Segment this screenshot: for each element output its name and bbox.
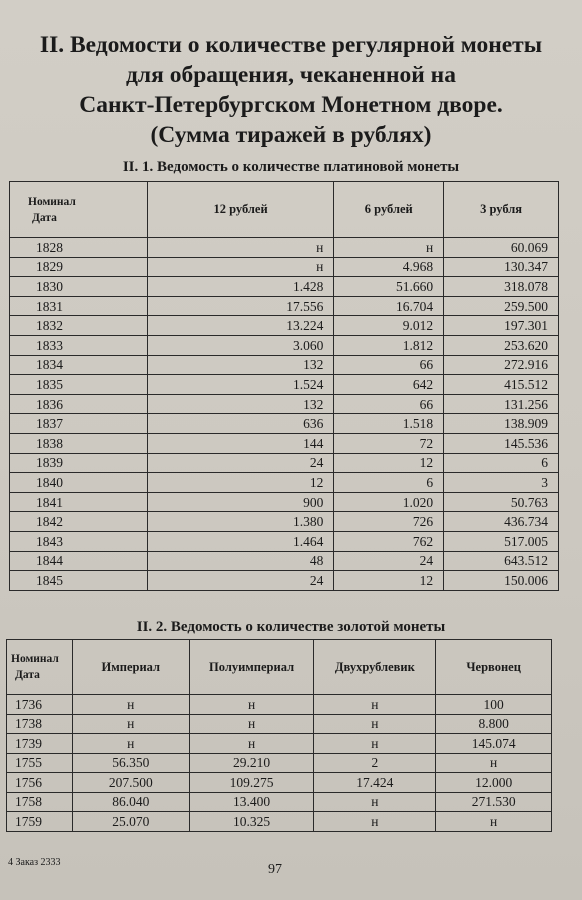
row-value-cell: н	[314, 695, 436, 715]
row-date-cell: 1838	[10, 433, 148, 453]
row-value-cell: 48	[147, 551, 334, 571]
row-value-cell: 3.060	[147, 335, 334, 355]
table-row	[10, 238, 559, 258]
header-imperial: Империал	[72, 640, 189, 695]
gold-table-body	[7, 695, 552, 832]
platinum-table	[9, 181, 559, 591]
table-row	[10, 257, 559, 277]
row-value-cell: 56.350	[72, 753, 189, 773]
table-row	[10, 531, 559, 551]
row-value-cell: н	[72, 695, 189, 715]
row-value-cell: 1.380	[147, 512, 334, 532]
row-value-cell: 100	[436, 695, 552, 715]
table-row	[10, 473, 559, 493]
row-value-cell: 1.812	[334, 335, 444, 355]
row-date-cell: 1836	[10, 394, 148, 414]
row-value-cell: 130.347	[444, 257, 559, 277]
table-header-row	[10, 182, 559, 238]
row-value-cell: 642	[334, 375, 444, 395]
header-half-imperial: Полуимпериал	[189, 640, 314, 695]
row-date-cell: 1841	[10, 492, 148, 512]
row-value-cell: 12	[334, 453, 444, 473]
header-date: Дата	[15, 669, 40, 681]
title-line: (Сумма тиражей в рублях)	[150, 122, 432, 148]
row-value-cell: 318.078	[444, 277, 559, 297]
row-value-cell: 9.012	[334, 316, 444, 336]
table-row	[10, 296, 559, 316]
row-date-cell: 1758	[7, 792, 73, 812]
table-row	[10, 394, 559, 414]
table-row	[10, 551, 559, 571]
row-date-cell: 1839	[10, 453, 148, 473]
row-date-cell: 1837	[10, 414, 148, 434]
table-row	[10, 335, 559, 355]
table-row	[10, 571, 559, 591]
row-value-cell: н	[334, 238, 444, 258]
table-row	[10, 492, 559, 512]
row-value-cell: 197.301	[444, 316, 559, 336]
row-date-cell: 1833	[10, 335, 148, 355]
row-value-cell: 1.428	[147, 277, 334, 297]
header-nominal: Номинал	[11, 653, 59, 665]
row-date-cell: 1755	[7, 753, 73, 773]
row-value-cell: н	[189, 734, 314, 754]
row-value-cell: 726	[334, 512, 444, 532]
row-value-cell: н	[436, 812, 552, 832]
row-date-cell: 1736	[7, 695, 73, 715]
table-row	[10, 453, 559, 473]
table-row	[7, 714, 552, 734]
row-value-cell: 16.704	[334, 296, 444, 316]
row-value-cell: 1.524	[147, 375, 334, 395]
platinum-subtitle: II. 1. Ведомость о количестве платиновой монеты	[122, 159, 460, 175]
row-value-cell: 66	[334, 355, 444, 375]
header-chervonets: Червонец	[436, 640, 552, 695]
row-value-cell: 10.325	[189, 812, 314, 832]
row-value-cell: 207.500	[72, 773, 189, 793]
row-date-cell: 1828	[10, 238, 148, 258]
row-value-cell: н	[147, 257, 334, 277]
row-value-cell: 1.518	[334, 414, 444, 434]
header-two-ruble: Двухрублевик	[314, 640, 436, 695]
row-value-cell: н	[72, 714, 189, 734]
row-date-cell: 1756	[7, 773, 73, 793]
row-value-cell: 132	[147, 355, 334, 375]
header-nominal-date	[7, 640, 73, 695]
row-value-cell: 517.005	[444, 531, 559, 551]
row-value-cell: 150.006	[444, 571, 559, 591]
row-value-cell: н	[189, 714, 314, 734]
row-value-cell: н	[72, 734, 189, 754]
header-date: Дата	[32, 211, 57, 224]
header-6-rub: 6 рублей	[334, 182, 444, 238]
row-value-cell: 2	[314, 753, 436, 773]
table-row	[10, 512, 559, 532]
row-date-cell: 1845	[10, 571, 148, 591]
row-date-cell: 1842	[10, 512, 148, 532]
row-date-cell: 1831	[10, 296, 148, 316]
row-date-cell: 1830	[10, 277, 148, 297]
row-value-cell: 12.000	[436, 773, 552, 793]
row-value-cell: 145.536	[444, 433, 559, 453]
title-line: для обращения, чеканенной на	[126, 62, 456, 88]
table-row	[10, 316, 559, 336]
row-value-cell: 415.512	[444, 375, 559, 395]
row-value-cell: 636	[147, 414, 334, 434]
row-value-cell: 60.069	[444, 238, 559, 258]
row-value-cell: 13.400	[189, 792, 314, 812]
page-number: 97	[268, 862, 282, 877]
row-value-cell: 144	[147, 433, 334, 453]
row-value-cell: 12	[147, 473, 334, 493]
row-value-cell: 29.210	[189, 753, 314, 773]
header-nominal: Номинал	[28, 195, 76, 208]
row-value-cell: 51.660	[334, 277, 444, 297]
row-date-cell: 1840	[10, 473, 148, 493]
table-row	[7, 753, 552, 773]
row-value-cell: 253.620	[444, 335, 559, 355]
table-row	[10, 355, 559, 375]
row-date-cell: 1759	[7, 812, 73, 832]
row-value-cell: 1.464	[147, 531, 334, 551]
row-value-cell: 12	[334, 571, 444, 591]
row-value-cell: 643.512	[444, 551, 559, 571]
table-row	[7, 773, 552, 793]
row-value-cell: 109.275	[189, 773, 314, 793]
table-row	[7, 734, 552, 754]
row-value-cell: 66	[334, 394, 444, 414]
row-value-cell: 6	[334, 473, 444, 493]
row-date-cell: 1738	[7, 714, 73, 734]
row-value-cell: 24	[334, 551, 444, 571]
row-value-cell: н	[189, 695, 314, 715]
row-value-cell: 50.763	[444, 492, 559, 512]
header-nominal-date	[10, 182, 148, 238]
row-value-cell: н	[436, 753, 552, 773]
row-date-cell: 1844	[10, 551, 148, 571]
row-value-cell: н	[314, 734, 436, 754]
row-value-cell: 762	[334, 531, 444, 551]
table-row	[10, 433, 559, 453]
row-value-cell: н	[147, 238, 334, 258]
table-row	[7, 792, 552, 812]
row-value-cell: 1.020	[334, 492, 444, 512]
row-value-cell: н	[314, 714, 436, 734]
row-date-cell: 1834	[10, 355, 148, 375]
table-row	[10, 277, 559, 297]
row-value-cell: 8.800	[436, 714, 552, 734]
row-date-cell: 1843	[10, 531, 148, 551]
header-3-rub: 3 рубля	[444, 182, 559, 238]
table-header-row	[7, 640, 552, 695]
row-date-cell: 1829	[10, 257, 148, 277]
row-value-cell: 3	[444, 473, 559, 493]
row-value-cell: 138.909	[444, 414, 559, 434]
title-line: II. Ведомости о количестве регулярной монеты	[39, 32, 543, 58]
row-value-cell: 72	[334, 433, 444, 453]
row-value-cell: 17.424	[314, 773, 436, 793]
row-value-cell: 900	[147, 492, 334, 512]
gold-subtitle: II. 2. Ведомость о количестве золотой монеты	[136, 619, 446, 635]
header-12-rub: 12 рублей	[147, 182, 334, 238]
table-row	[7, 695, 552, 715]
row-value-cell: 17.556	[147, 296, 334, 316]
row-value-cell: 13.224	[147, 316, 334, 336]
table-row	[7, 812, 552, 832]
row-value-cell: 24	[147, 453, 334, 473]
gold-table	[6, 639, 552, 832]
row-date-cell: 1835	[10, 375, 148, 395]
row-value-cell: 86.040	[72, 792, 189, 812]
row-value-cell: н	[314, 792, 436, 812]
row-value-cell: 25.070	[72, 812, 189, 832]
row-value-cell: 4.968	[334, 257, 444, 277]
row-value-cell: 436.734	[444, 512, 559, 532]
row-value-cell: 131.256	[444, 394, 559, 414]
page-title	[10, 30, 572, 150]
row-value-cell: 132	[147, 394, 334, 414]
row-value-cell: 271.530	[436, 792, 552, 812]
title-line: Санкт-Петербургском Монетном дворе.	[79, 92, 503, 118]
table-row	[10, 375, 559, 395]
table-row	[10, 414, 559, 434]
row-value-cell: 145.074	[436, 734, 552, 754]
row-value-cell: н	[314, 812, 436, 832]
row-value-cell: 259.500	[444, 296, 559, 316]
row-value-cell: 272.916	[444, 355, 559, 375]
row-date-cell: 1832	[10, 316, 148, 336]
row-value-cell: 6	[444, 453, 559, 473]
platinum-table-body	[10, 238, 559, 591]
row-date-cell: 1739	[7, 734, 73, 754]
print-signature: 4 Заказ 2333	[8, 857, 61, 868]
row-value-cell: 24	[147, 571, 334, 591]
